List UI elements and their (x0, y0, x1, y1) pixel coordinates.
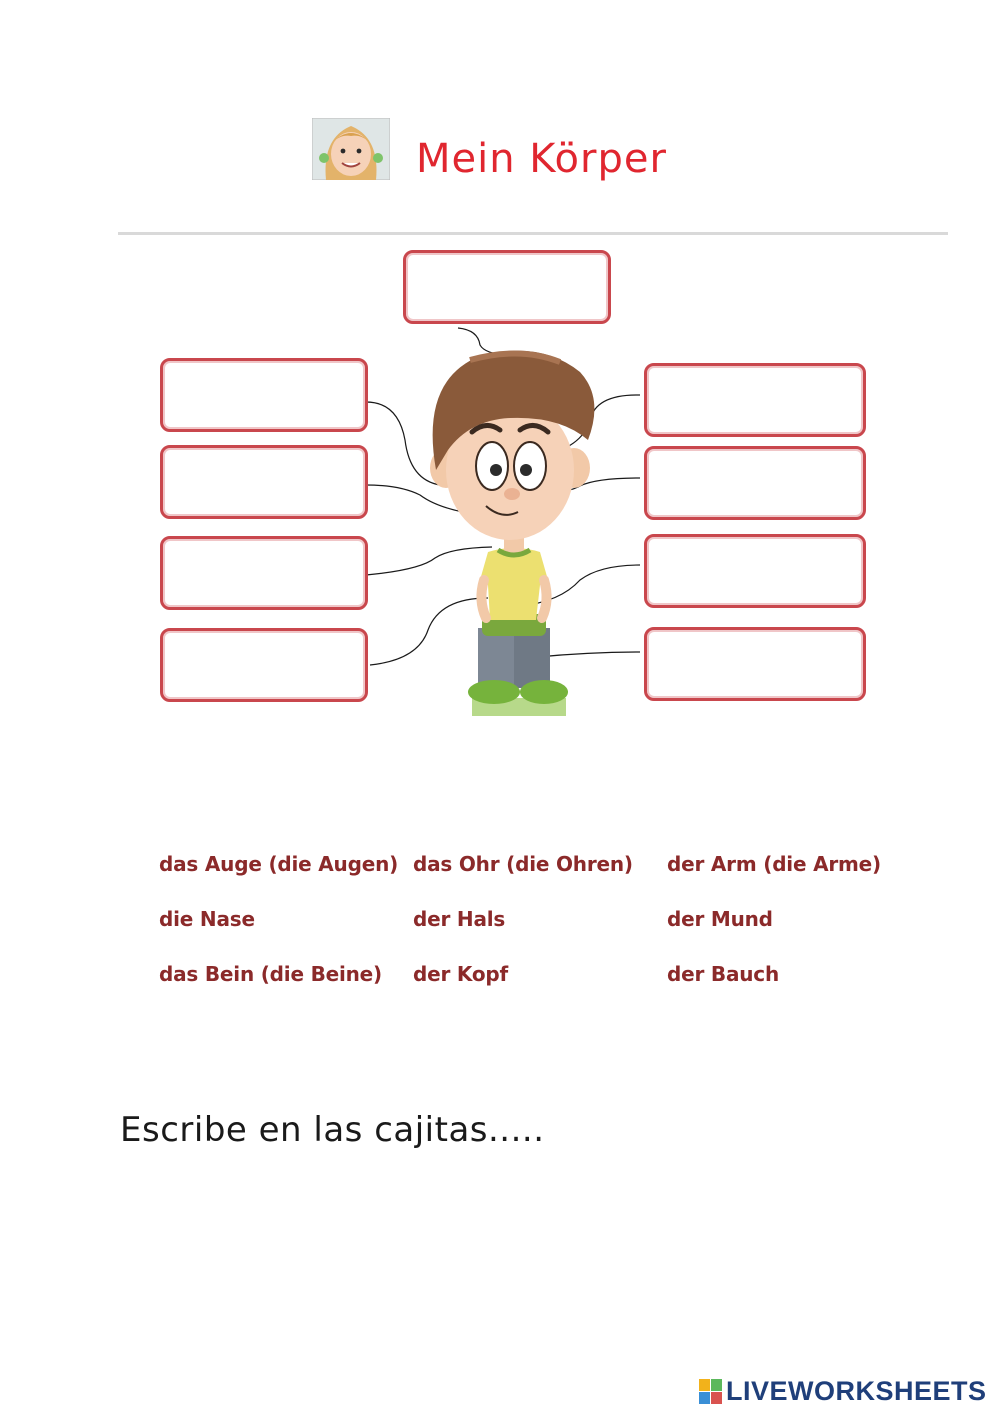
liveworksheets-logo-icon (698, 1378, 724, 1406)
answer-box-right-3[interactable] (644, 534, 866, 608)
answer-box-right-4[interactable] (644, 627, 866, 701)
answer-box-left-3[interactable] (160, 536, 368, 610)
answer-box-right-1[interactable] (644, 363, 866, 437)
word-bank-item: der Hals (413, 907, 506, 931)
brand-footer (698, 1376, 987, 1407)
answer-input-right-2[interactable] (647, 449, 863, 517)
answer-input-left-4[interactable] (163, 631, 365, 699)
answer-box-left-1[interactable] (160, 358, 368, 432)
answer-box-top[interactable] (403, 250, 611, 324)
answer-input-left-1[interactable] (163, 361, 365, 429)
answer-input-left-2[interactable] (163, 448, 365, 516)
page-title: Mein Körper (416, 136, 667, 182)
instruction-text: Escribe en las cajitas..... (120, 1110, 545, 1150)
brand-name: LIVEWORKSHEETS (726, 1376, 987, 1406)
answer-input-left-3[interactable] (163, 539, 365, 607)
answer-input-right-1[interactable] (647, 366, 863, 434)
answer-box-left-2[interactable] (160, 445, 368, 519)
answer-input-right-3[interactable] (647, 537, 863, 605)
word-bank-item: der Bauch (667, 962, 779, 986)
answer-input-top[interactable] (406, 253, 608, 321)
answer-box-right-2[interactable] (644, 446, 866, 520)
word-bank-item: der Kopf (413, 962, 509, 986)
word-bank-item: der Mund (667, 907, 773, 931)
word-bank-item: die Nase (159, 907, 255, 931)
answer-box-left-4[interactable] (160, 628, 368, 702)
word-bank-item: das Auge (die Augen) (159, 852, 399, 876)
word-bank-item: das Bein (die Beine) (159, 962, 382, 986)
word-bank-item: das Ohr (die Ohren) (413, 852, 633, 876)
word-bank-item: der Arm (die Arme) (667, 852, 881, 876)
answer-input-right-4[interactable] (647, 630, 863, 698)
